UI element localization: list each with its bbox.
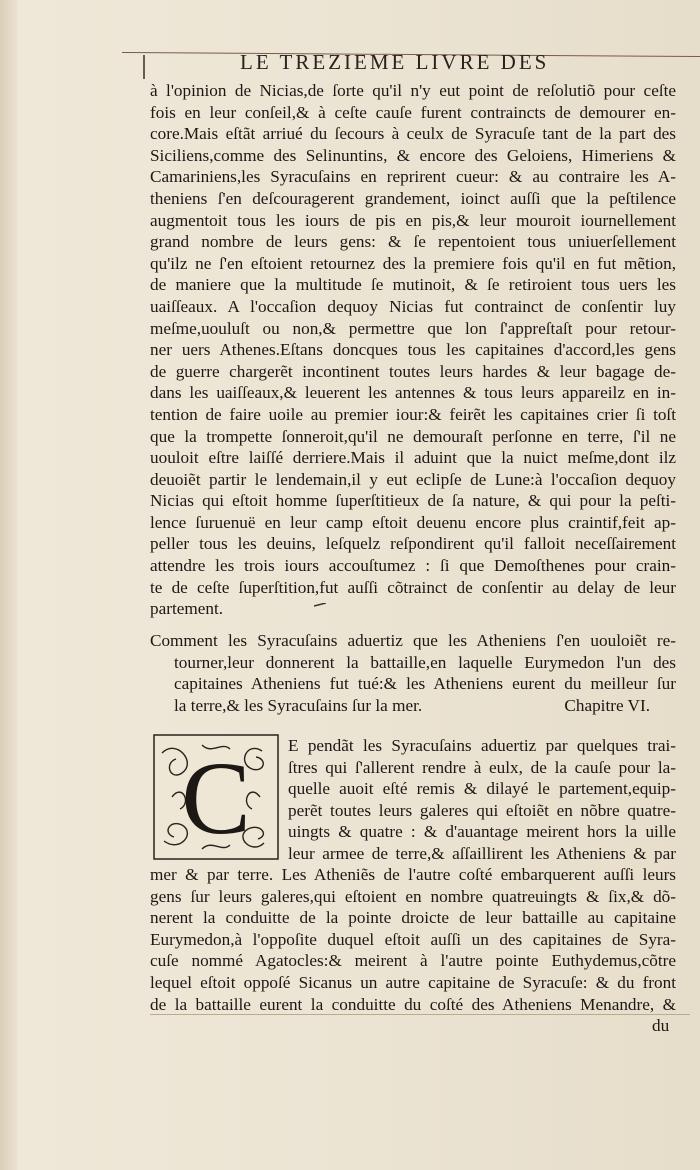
text-line: uaiſſeaux. A l'occaſion dequoy Nicias fut contrainct de conſentir luy <box>150 296 676 316</box>
text-line: partement. <box>150 599 224 619</box>
text-line: deuoiẽt partir le lendemain,il y eut eclipſe de Lune:à l'occaſion dequoy <box>150 469 676 489</box>
catchword: du <box>652 1016 670 1035</box>
text-line: te de ceſte ſuperſtition,fut auſſi cõtrainct de conſentir au delay de leur <box>150 577 676 597</box>
initial-letter: C <box>181 741 251 856</box>
text-line: ner uers Athenes.Eſtans doncques tous les capitaines d'accord,les gens <box>150 340 676 360</box>
text-line: lequel eſtoit oppoſé Sicanus un autre capitaine de Syracuſe: & du front <box>150 972 676 992</box>
text-line: cuſe nommé Agatocles:& meirent à l'autre pointe Euthydemus,cõtre <box>150 951 676 971</box>
text-line: core.Mais eſtãt arriué du ſecours à ceulx de Syracuſe tant de la part des <box>150 124 676 144</box>
paragraph-continuation <box>150 864 676 1015</box>
text-line: quelle auoit eſté remis & dilayé le partement,equip- <box>288 779 676 799</box>
text-line: de guerre chargerẽt incontinent toutes leurs hardes & leur bagage de- <box>150 361 676 381</box>
text-line: peller tous les deuins, leſquelz reſpondirent qu'il falloit neceſſairement <box>150 534 676 554</box>
text-line: dans les uaiſſeaux,& leuerent les antennes & tous leurs appareilz en in- <box>150 383 676 403</box>
text-line: de maniere que la multitude ſe mutinoit, & ſe retiroient tous uers les <box>150 275 676 295</box>
text-line: theniens ſ'en deſcouragerent grandement, ioinct auſſi que la peſtilence <box>150 188 676 208</box>
text-line: nerent la conduitte de la pointe droicte de leur battaille au capitaine <box>150 908 676 928</box>
text-line: Camariniens,les Syracuſains en reprirent cueur: & au contraire les A- <box>150 167 676 187</box>
chapter-heading-line: capitaines Atheniens fut tué:& les Atheniens eurent du meilleur ſur <box>174 674 676 694</box>
text-line: ſtres qui ſ'allerent rendre à eulx, de la cauſe pour la- <box>288 757 676 777</box>
text-line: à l'opinion de Nicias,de ſorte qu'il n'y eut point de reſolutiõ pour ceſte <box>150 81 676 100</box>
text-line: uouloit eſtre laiſſé derriere.Mais il aduint que la nuict meſme,dont ilz <box>150 448 676 468</box>
text-line: gens ſur leurs galeres,qui eſtoient en nombre quatreuingts & ſix,& dõ- <box>150 886 676 906</box>
text-line: meſme,uouluſt ou non,& permettre que lon ſ'appreſtaſt pour retour- <box>150 318 676 338</box>
text-line: attendre les trois iours accouſtumez : ſi que Demoſthenes pour crain- <box>150 556 676 576</box>
ornamental-initial <box>152 733 280 861</box>
body-text <box>150 80 676 620</box>
text-line: tention de faire uoile au premier iour:& feirẽt les capitaines crier ſi toſt <box>150 404 676 424</box>
drop-cap-paragraph <box>288 735 676 865</box>
running-head: LE TREZIEME LIVRE DES <box>240 50 550 74</box>
chapter-label: Chapitre VI. <box>564 695 650 715</box>
text-line: de la battaille eurent la conduitte du coſté des Atheniens Menandre, & <box>150 994 676 1014</box>
ink-mark <box>314 603 326 607</box>
text-line: perẽt toutes leurs galeres qui eſtoiẽt en nõbre quatre- <box>288 800 676 820</box>
chapter-heading-line: Comment les Syracuſains aduertiz que les Atheniens ſ'en uouloiẽt re- <box>150 631 676 650</box>
margin-mark <box>143 55 145 79</box>
text-line: Eurymedon,à l'oppoſite duquel eſtoit auſſi un des capitaines de Syra- <box>150 929 676 949</box>
text-line: Siciliens,comme des Selinuntins, & encore des Geloiens, Himeriens & <box>150 145 676 165</box>
text-line: lence ſuruenuë en leur camp eſtoit deuenu encore plus craintif,feit ap- <box>150 512 676 532</box>
chapter-heading-line: tourner,leur donnerent la battaille,en laquelle Eurymedon l'un des <box>174 652 676 672</box>
chapter-heading <box>150 630 676 716</box>
text-line: fois en leur conſeil,& à ceſte cauſe furent contraincts de demourer en- <box>150 102 676 122</box>
text-line: augmentoit tous les iours de pis en pis,& leur mouroit iournellement <box>150 210 676 230</box>
text-line: E pendãt les Syracuſains aduertiz par quelques trai- <box>288 736 676 755</box>
text-line: Nicias qui eſtoit homme ſuperſtitieux de ſa nature, & qui pour la peſti- <box>150 491 676 511</box>
text-line: uingts & quatre : & d'auantage meirent hors la uille <box>288 822 676 842</box>
bottom-rule <box>150 1014 690 1015</box>
text-line: leur armee de terre,& aſſaillirent les Atheniens & par <box>288 843 676 863</box>
text-line: grand nombre de leurs gens: & ſe repentoient tous uniuerſellement <box>150 232 676 252</box>
chapter-heading-last-line: la terre,& les Syracuſains ſur la mer. <box>174 695 423 715</box>
text-line: que la trompette ſonneroit,qu'il ne demouraſt perſonne en terre, ſ'il ne <box>150 426 676 446</box>
text-line: qu'ilz ne ſ'en eſtoient retournez des la premiere fois qu'il en fut mẽtion, <box>150 253 676 273</box>
text-line: mer & par terre. Les Atheniẽs de l'autre coſté embarquerent auſſi leurs <box>150 865 676 884</box>
page-gutter <box>0 0 18 1170</box>
